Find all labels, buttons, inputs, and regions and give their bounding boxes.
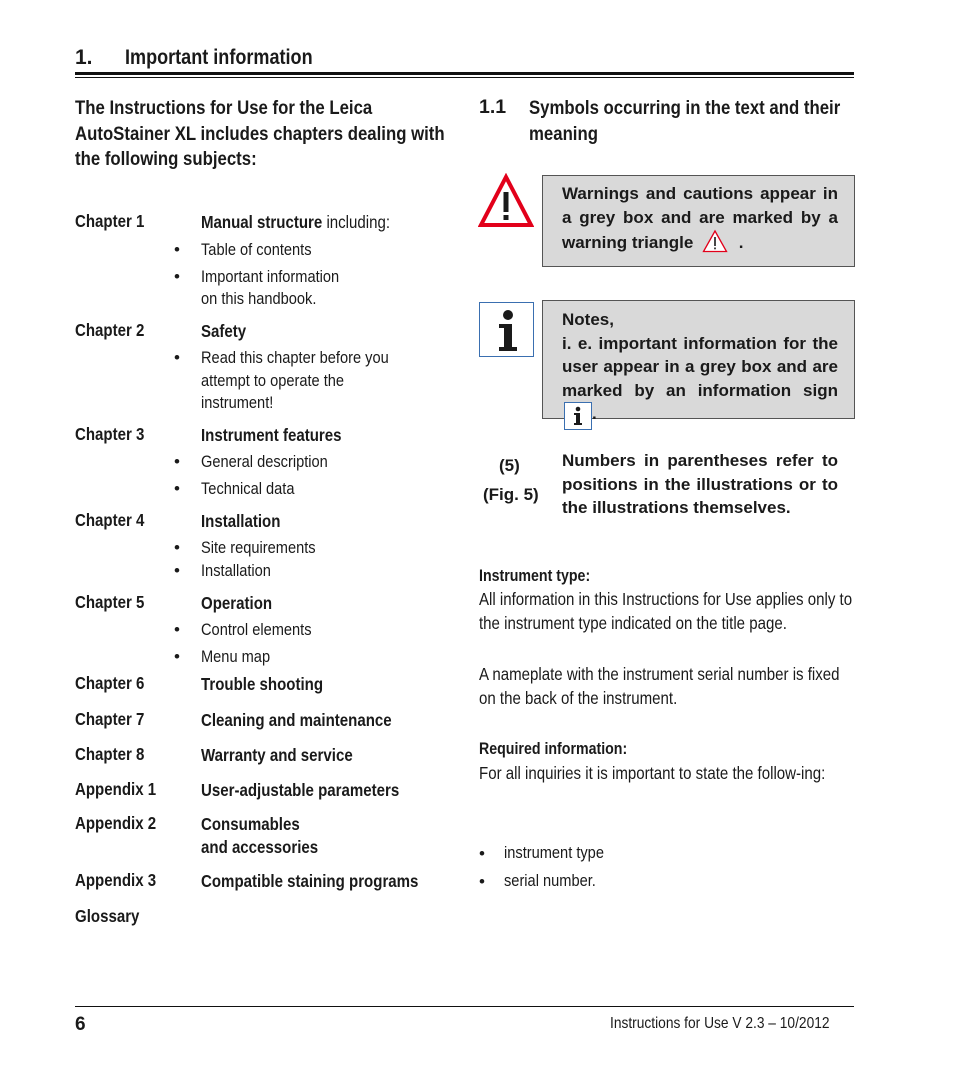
reference-number-example: (5) <box>499 456 520 475</box>
chapter-title: Instrument features <box>201 425 342 445</box>
required-item: instrument type <box>504 843 604 862</box>
warning-triangle-icon <box>478 173 534 229</box>
bullet-text: General description <box>201 452 328 471</box>
reference-explanation: Numbers in parentheses refer to positions in the illustrations or to the illustrations themselves. <box>562 451 838 517</box>
bullet-dot: • <box>479 872 485 891</box>
bullet-dot: • <box>174 538 180 557</box>
warning-text: Warnings and cautions appear in a grey box and are marked by a warning triangle . <box>562 184 838 252</box>
required-item: serial number. <box>504 871 596 890</box>
appendix-label: Appendix 2 <box>75 813 157 833</box>
information-sign-icon <box>479 302 534 357</box>
chapter-label: Chapter 3 <box>75 424 145 444</box>
appendix-title-line2: and accessories <box>201 837 319 857</box>
chapter-title: Warranty and service <box>201 745 353 765</box>
chapter-label: Chapter 7 <box>75 709 145 729</box>
required-info-heading: Required information: <box>479 740 628 758</box>
chapter-title: Cleaning and maintenance <box>201 710 392 730</box>
footer-text: Instructions for Use V 2.3 – 10/2012 <box>610 1015 830 1032</box>
required-info-paragraph: For all inquiries it is important to state the follow-ing: <box>479 763 826 783</box>
appendix-title: Consumables <box>201 814 300 834</box>
bullet-dot: • <box>174 452 180 471</box>
appendix-title: User-adjustable parameters <box>201 780 400 800</box>
bullet-text: Technical data <box>201 479 295 498</box>
chapter-label: Chapter 6 <box>75 673 145 693</box>
appendix-label: Appendix 3 <box>75 870 157 890</box>
bullet-text: Site requirements <box>201 538 316 557</box>
bullet-dot: • <box>479 844 485 863</box>
subsection-number: 1.1 <box>479 96 507 118</box>
nameplate-paragraph: A nameplate with the instrument serial number is fixed on the back of the instrument. <box>479 664 840 708</box>
bullet-text: Menu map <box>201 647 271 666</box>
bullet-text: Important information <box>201 267 340 286</box>
bullet-dot: • <box>174 240 180 259</box>
bullet-text: Table of contents <box>201 240 312 259</box>
chapter-title: Operation <box>201 593 273 613</box>
chapter-label: Chapter 5 <box>75 592 145 612</box>
bullet-dot: • <box>174 620 180 639</box>
instrument-type-heading: Instrument type: <box>479 567 591 585</box>
bullet-text: Installation <box>201 561 271 580</box>
chapter-label: Chapter 1 <box>75 211 145 231</box>
bullet-text: Read this chapter before you <box>201 348 389 367</box>
section-title: Important information <box>125 46 313 69</box>
appendix-title: Compatible staining programs <box>201 871 419 891</box>
chapter-title: Installation <box>201 511 281 531</box>
chapter-label: Chapter 4 <box>75 510 145 530</box>
chapter-title: Safety <box>201 321 247 341</box>
glossary-label: Glossary <box>75 906 140 926</box>
bullet-text: on this handbook. <box>201 289 317 308</box>
appendix-label: Appendix 1 <box>75 779 157 799</box>
note-text: Notes, i. e. important information for the user appear in a grey box and are marked by an information sign . <box>562 308 838 430</box>
bullet-dot: • <box>174 561 180 580</box>
bullet-text: Control elements <box>201 620 312 639</box>
page-number: 6 <box>75 1014 86 1035</box>
header-rule <box>75 72 854 75</box>
bullet-text: attempt to operate the <box>201 371 345 390</box>
bullet-dot: • <box>174 647 180 666</box>
footer-rule <box>75 1006 854 1007</box>
chapter-label: Chapter 2 <box>75 320 145 340</box>
chapter-title: Trouble shooting <box>201 674 324 694</box>
bullet-dot: • <box>174 348 180 367</box>
subsection-title: Symbols occurring in the text and their meaning <box>529 97 841 145</box>
bullet-dot: • <box>174 267 180 286</box>
reference-figure-example: (Fig. 5) <box>483 485 539 504</box>
information-sign-small-icon <box>564 402 592 430</box>
header-rule-thin <box>75 77 854 78</box>
chapter-title: Manual structure including: <box>201 212 391 232</box>
instrument-type-paragraph: All information in this Instructions for Use applies only to the instrument type indicated on the title page. <box>479 589 853 633</box>
section-number: 1. <box>75 46 93 69</box>
intro-text: The Instructions for Use for the Leica AutoStainer XL includes chapters dealing with the following subjects: <box>75 97 445 170</box>
warning-triangle-small-icon <box>702 229 728 253</box>
chapter-label: Chapter 8 <box>75 744 145 764</box>
bullet-text: instrument! <box>201 393 274 412</box>
bullet-dot: • <box>174 479 180 498</box>
